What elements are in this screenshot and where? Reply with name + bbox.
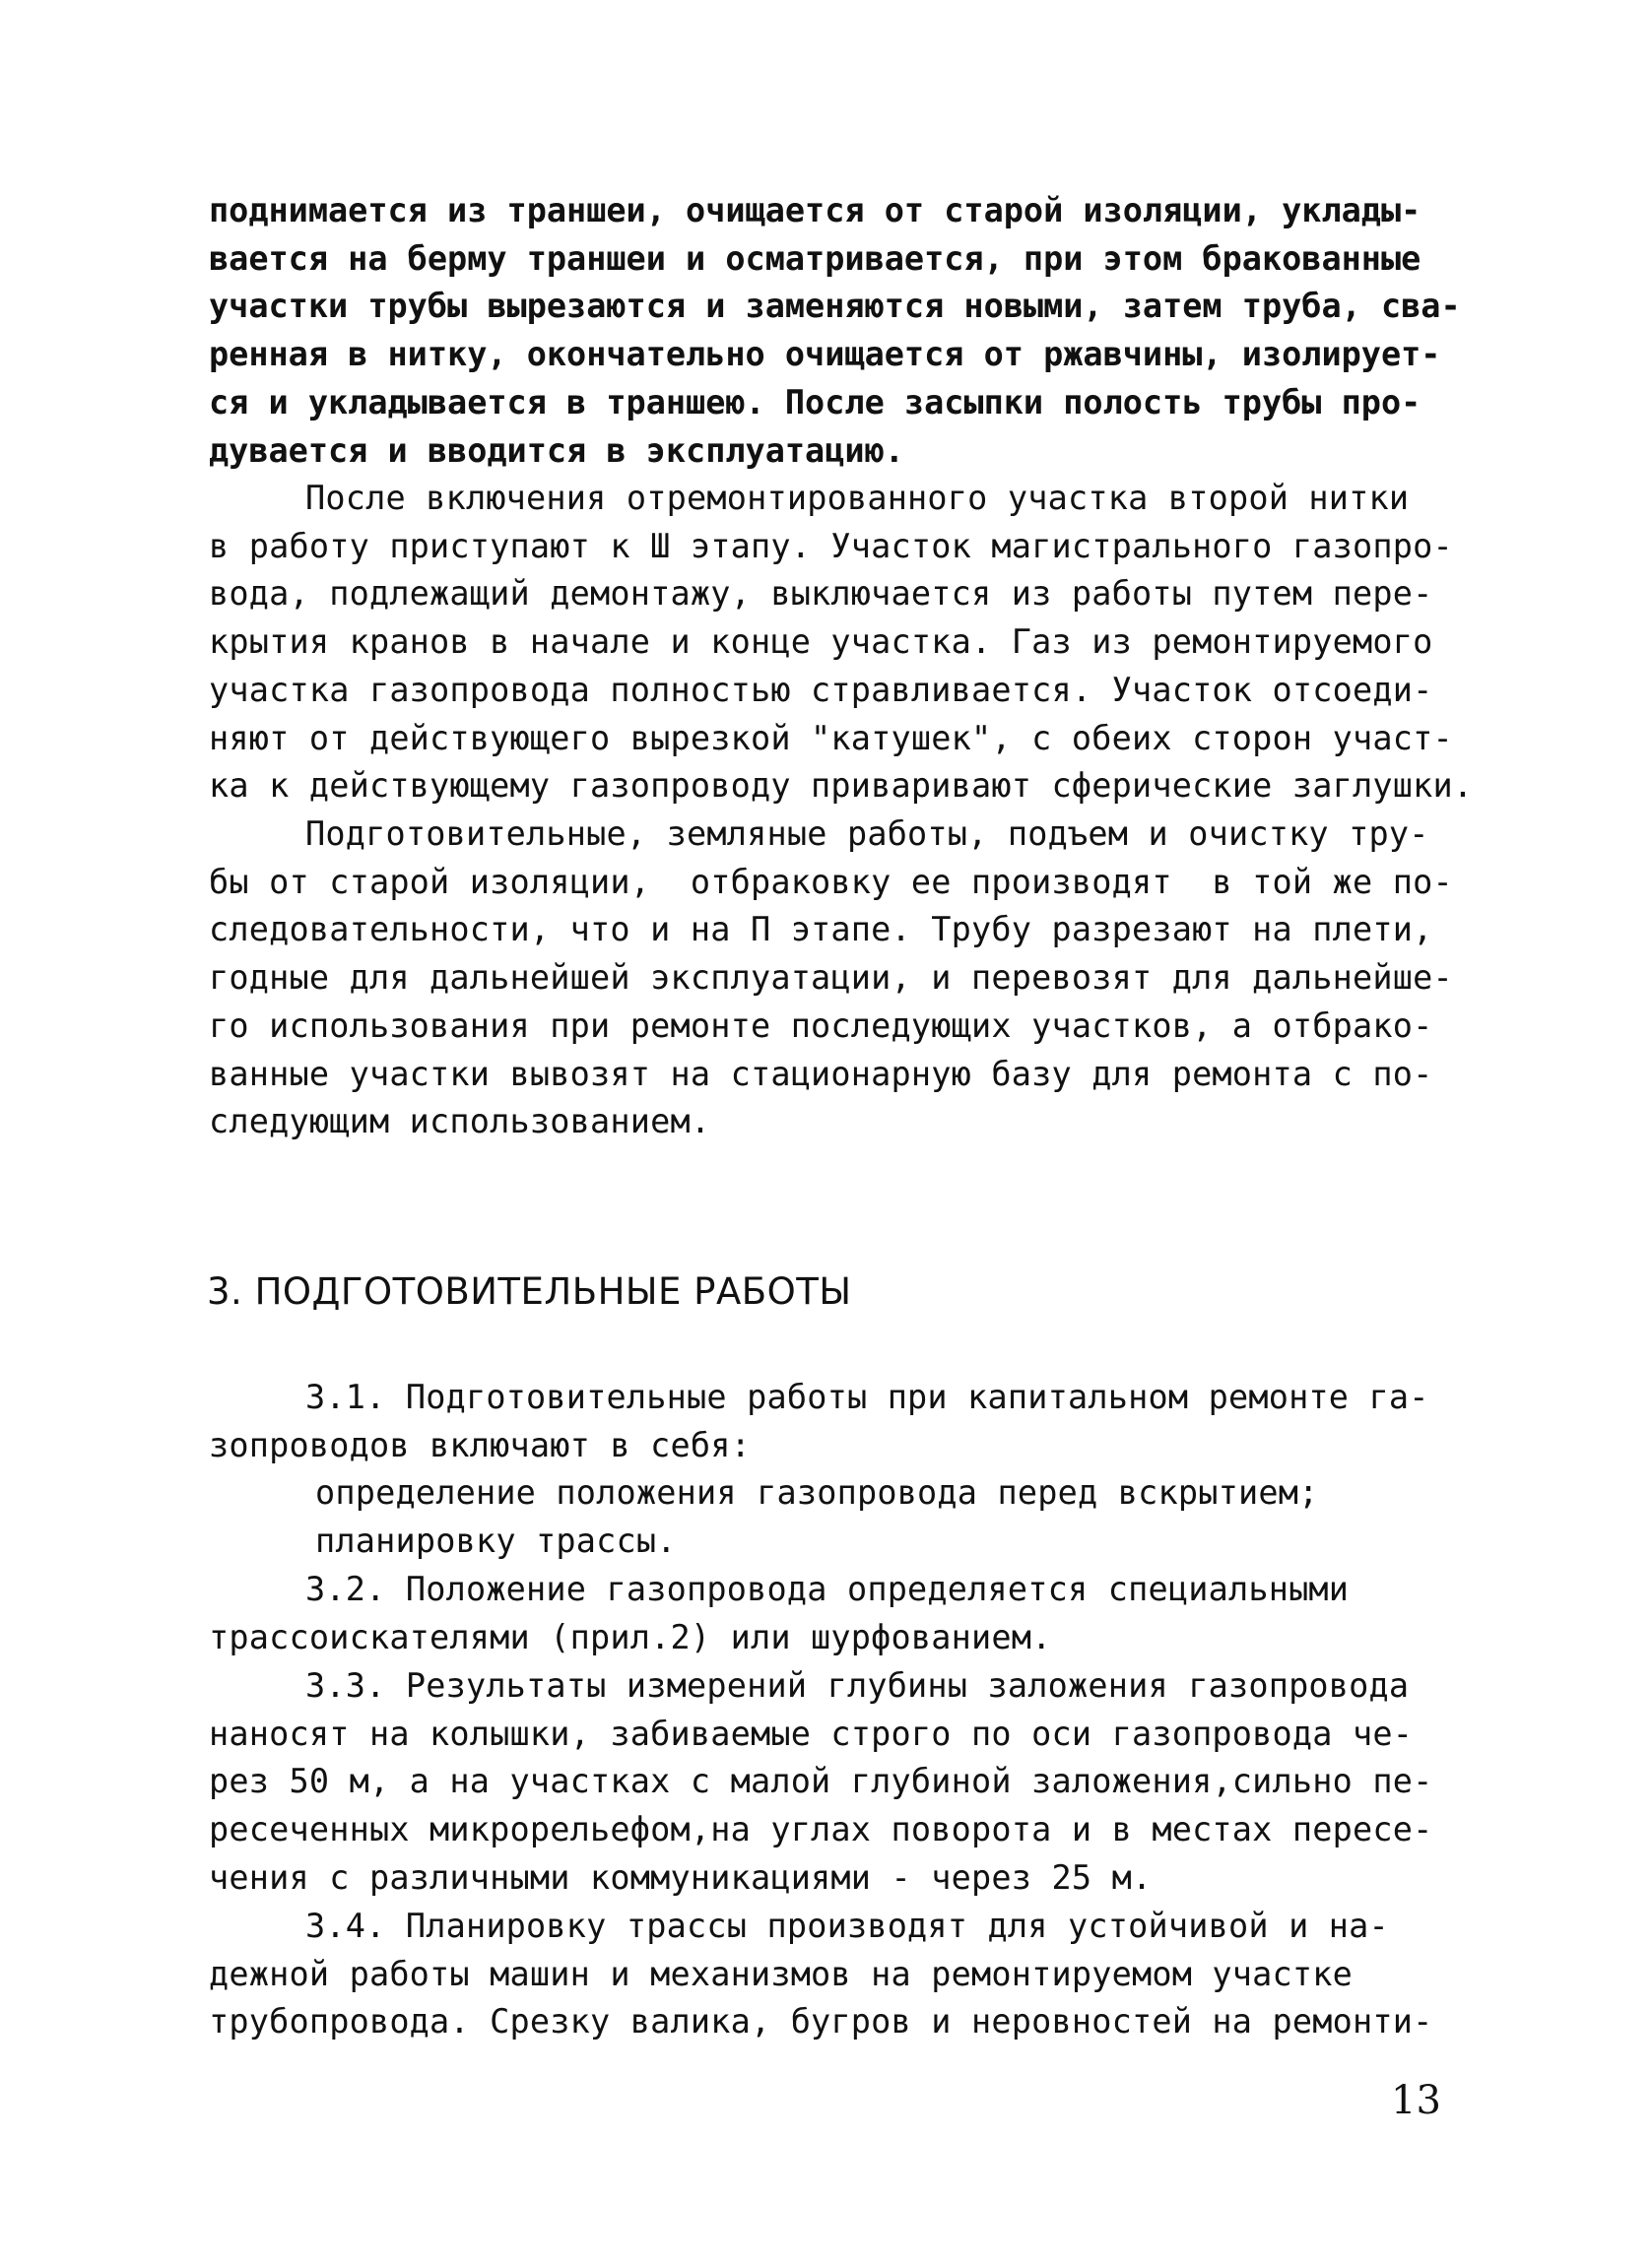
clause-3-4 [209,1903,1489,2046]
paragraph-continuation [209,187,1489,475]
text-line: трассоискателями (прил.2) или шурфованием. [209,1617,1052,1656]
text-line: ка к действующему газопроводу приваривают сферические заглушки. [209,766,1474,806]
text-line: Подготовительные, земляные работы, подъем и очистку тру- [305,814,1429,853]
page-number: 13 [1391,2078,1441,2123]
text-line: поднимается из траншеи, очищается от старой изоляции, уклады- [209,191,1421,229]
text-line: 3.3. Результаты измерений глубины заложения газопровода [305,1666,1410,1705]
clause-3-1 [209,1374,1489,1566]
text-line: следующим использованием. [209,1102,711,1141]
text-line: участка газопровода полностью стравливается. Участок отсоеди- [209,670,1433,709]
text-line: 3.2. Положение газопровода определяется специальными [305,1570,1350,1608]
text-line: 3.4. Планировку трассы производят для устойчивой и на- [305,1907,1389,1945]
text-line: участки трубы вырезаются и заменяются новыми, затем труба, сва- [209,287,1461,326]
text-line: рез 50 м, а на участках с малой глубиной заложения,сильно пе- [209,1762,1433,1801]
text-line: годные для дальнейшей эксплуатации, и перевозят для дальнейше- [209,958,1453,998]
text-line: ся и укладывается в траншею. После засыпки полость трубы про- [209,382,1421,421]
text-line: следовательности, что и на П этапе. Трубу разрезают на плети, [209,910,1433,949]
text-line: После включения отремонтированного участка второй нитки [305,479,1410,517]
text-line: го использования при ремонте последующих участков, а отбрако- [209,1005,1433,1045]
text-line: няют от действующего вырезкой "катушек", с обеих сторон участ- [209,718,1453,757]
list-item: планировку трассы. [315,1522,677,1561]
paragraph-stage-three [209,475,1489,810]
text-line: вается на берму траншеи и осматривается, при этом бракованные [209,238,1421,278]
text-line: чения с различными коммуникациями - через 25 м. [209,1857,1153,1897]
text-line: бы от старой изоляции, отбраковку ее производят в той же по- [209,862,1453,901]
text-line: трубопровода. Срезку валика, бугров и неровностей на ремонти- [209,2002,1433,2041]
text-line: дувается и вводится в эксплуатацию. [209,430,904,470]
text-line: в работу приступают к Ш этапу. Участок магистрального газопро- [209,526,1453,565]
text-line: наносят на колышки, забиваемые строго по оси газопровода че- [209,1714,1414,1753]
text-line: дежной работы машин и механизмов на ремонтируемом участке [209,1954,1354,1993]
text-line: ванные участки вывозят на стационарную базу для ремонта с по- [209,1054,1433,1093]
list-item: определение положения газопровода перед вскрытием; [315,1473,1319,1513]
clause-3-3 [209,1662,1489,1903]
clause-3-2 [209,1566,1489,1661]
text-line: ренная в нитку, окончательно очищается от ржавчины, изолирует- [209,335,1441,374]
text-line: зопроводов включают в себя: [209,1425,751,1464]
text-line: вода, подлежащий демонтажу, выключается из работы путем пере- [209,574,1433,614]
text-line: 3.1. Подготовительные работы при капитальном ремонте га- [305,1378,1429,1416]
paragraph-preparatory-earthworks [209,810,1489,1146]
text-line: ресеченных микрорельефом,на углах поворота и в местах пересе- [209,1810,1433,1849]
text-line: крытия кранов в начале и конце участка. Газ из ремонтируемого [209,622,1433,662]
section-heading: 3. ПОДГОТОВИТЕЛЬНЫЕ РАБОТЫ [207,1270,852,1313]
